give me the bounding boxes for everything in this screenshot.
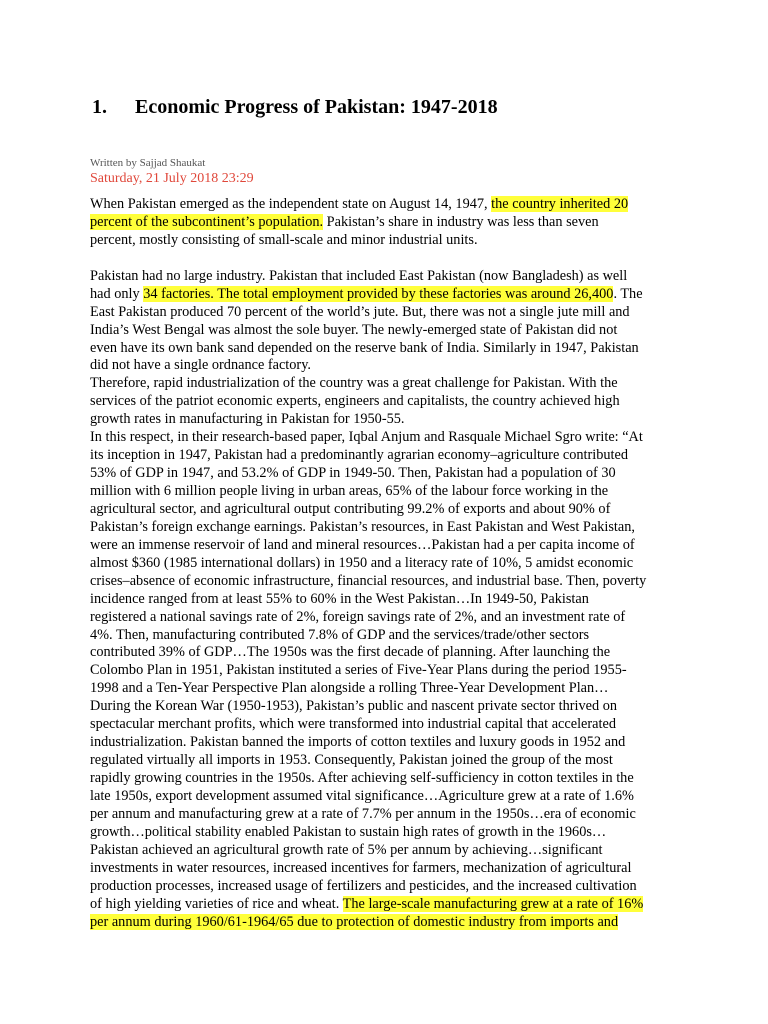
text-line: regulated virtually all imports in 1953. Consequently, Pakistan joined the group of the most <box>90 752 613 769</box>
text-line: registered a national savings rate of 2%, foreign savings rate of 2%, and an investment rate of <box>90 608 626 625</box>
text-line: contributed 39% of GDP…The 1950s was the first decade of planning. After launching the <box>90 644 611 661</box>
text-line: incidence ranged from at least 55% to 60% in the West Pakistan…In 1949-50, Pakistan <box>90 590 589 607</box>
text-line: of high yielding varieties of rice and wheat. The large-scale manufacturing grew at a rate of 16% <box>90 895 644 912</box>
text-line: million with 6 million people living in urban areas, 65% of the labour force working in the <box>90 483 609 499</box>
text-line: growth rates in manufacturing in Pakistan for 1950-55. <box>90 411 405 428</box>
text-line: 4%. Then, manufacturing contributed 7.8% of GDP and the services/trade/other sectors <box>90 626 590 643</box>
text-line: growth…political stability enabled Pakistan to sustain high rates of growth in the 1960s… <box>90 823 607 840</box>
highlighted-text: The large-scale manufacturing grew at a rate of 16% <box>342 895 644 912</box>
highlighted-text: percent of the subcontinent’s population. <box>90 213 324 230</box>
text-line: its inception in 1947, Pakistan had a predominantly agrarian economy–agriculture contributed <box>90 447 628 464</box>
heading-number: 1. <box>92 96 107 118</box>
text-line: Pakistan’s foreign exchange earnings. Pakistan’s resources, in East Pakistan and West Pakistan, <box>90 518 635 535</box>
text-line: When Pakistan emerged as the independent state on August 14, 1947, the country inherited 20 <box>90 196 629 212</box>
text-line: spectacular merchant profits, which were transformed into industrial capital that accelerated <box>90 716 616 733</box>
text-line: percent, mostly consisting of small-scale and minor industrial units. <box>90 231 478 248</box>
text-line: Pakistan achieved an agricultural growth rate of 5% per annum by achieving…significant <box>90 841 603 858</box>
article-body <box>90 196 690 931</box>
text-line: production processes, increased usage of fertilizers and pesticides, and the increased cultivation <box>90 877 637 894</box>
text-line: industrialization. Pakistan banned the imports of cotton textiles and luxury goods in 1952 and <box>90 734 626 751</box>
highlighted-text: the country inherited 20 <box>491 196 629 212</box>
text-line: did not have a single ordnance factory. <box>90 357 311 374</box>
text-line: rapidly growing countries in the 1950s. After achieving self-sufficiency in cotton textiles in the <box>90 770 634 786</box>
paragraph-gap <box>90 250 690 268</box>
text-line: even have its own bank sand depended on the reserve bank of India. Similarly in 1947, Pakistan <box>90 339 639 356</box>
highlighted-text: per annum during 1960/61-1964/65 due to protection of domestic industry from imports and <box>90 913 619 930</box>
text-line: had only 34 factories. The total employment provided by these factories was around 26,400. The <box>90 285 643 302</box>
text-line: percent of the subcontinent’s population. Pakistan’s share in industry was less than seven <box>90 213 599 230</box>
text-line: Pakistan had no large industry. Pakistan that included East Pakistan (now Bangladesh) as well <box>90 267 628 284</box>
text-line: India’s West Bengal was almost the sole buyer. The newly-emerged state of Pakistan did not <box>90 321 618 338</box>
text-line: agricultural sector, and agricultural output contributing 99.2% of exports and about 90% of <box>90 500 611 517</box>
text-line: 1998 and a Ten-Year Perspective Plan alongside a rolling Three-Year Development Plan… <box>90 680 609 697</box>
text-line: East Pakistan produced 70 percent of the world’s jute. But, there was not a single jute mill and <box>90 303 630 320</box>
text-line: 53% of GDP in 1947, and 53.2% of GDP in 1949-50. Then, Pakistan had a population of 30 <box>90 465 616 482</box>
author-byline: Written by Sajjad Shaukat <box>90 157 206 169</box>
text-line: Colombo Plan in 1951, Pakistan instituted a series of Five-Year Plans during the period 1955- <box>90 662 627 679</box>
publish-date: Saturday, 21 July 2018 23:29 <box>90 171 254 186</box>
highlighted-text: 34 factories. The total employment provided by these factories was around 26,400 <box>143 285 614 302</box>
heading-title: Economic Progress of Pakistan: 1947-2018 <box>135 96 498 118</box>
text-line: almost $360 (1985 international dollars) in 1950 and a literacy rate of 10%, 5 amidst economic <box>90 554 634 571</box>
text-line: crises–absence of economic infrastructure, financial resources, and industrial base. Then, poverty <box>90 572 647 589</box>
text-line <box>90 914 690 932</box>
text-line: investments in water resources, increased incentives for farmers, mechanization of agricultural <box>90 859 632 876</box>
page-title <box>92 95 498 119</box>
text-line: per annum and manufacturing grew at a rate of 7.7% per annum in the 1950s…era of economic <box>90 805 636 822</box>
text-line: services of the patriot economic experts, engineers and capitalists, the country achieved high <box>90 393 620 410</box>
text-line: During the Korean War (1950-1953), Pakistan’s public and nascent private sector thrived on <box>90 698 618 715</box>
text-line: were an immense reservoir of land and mineral resources…Pakistan had a per capita income of <box>90 536 635 553</box>
text-line: In this respect, in their research-based paper, Iqbal Anjum and Rasquale Michael Sgro write: “At <box>90 429 643 446</box>
text-line: late 1950s, export development assumed vital significance…Agriculture grew at a rate of 1.6% <box>90 787 634 804</box>
text-line: Therefore, rapid industrialization of the country was a great challenge for Pakistan. With the <box>90 375 618 392</box>
